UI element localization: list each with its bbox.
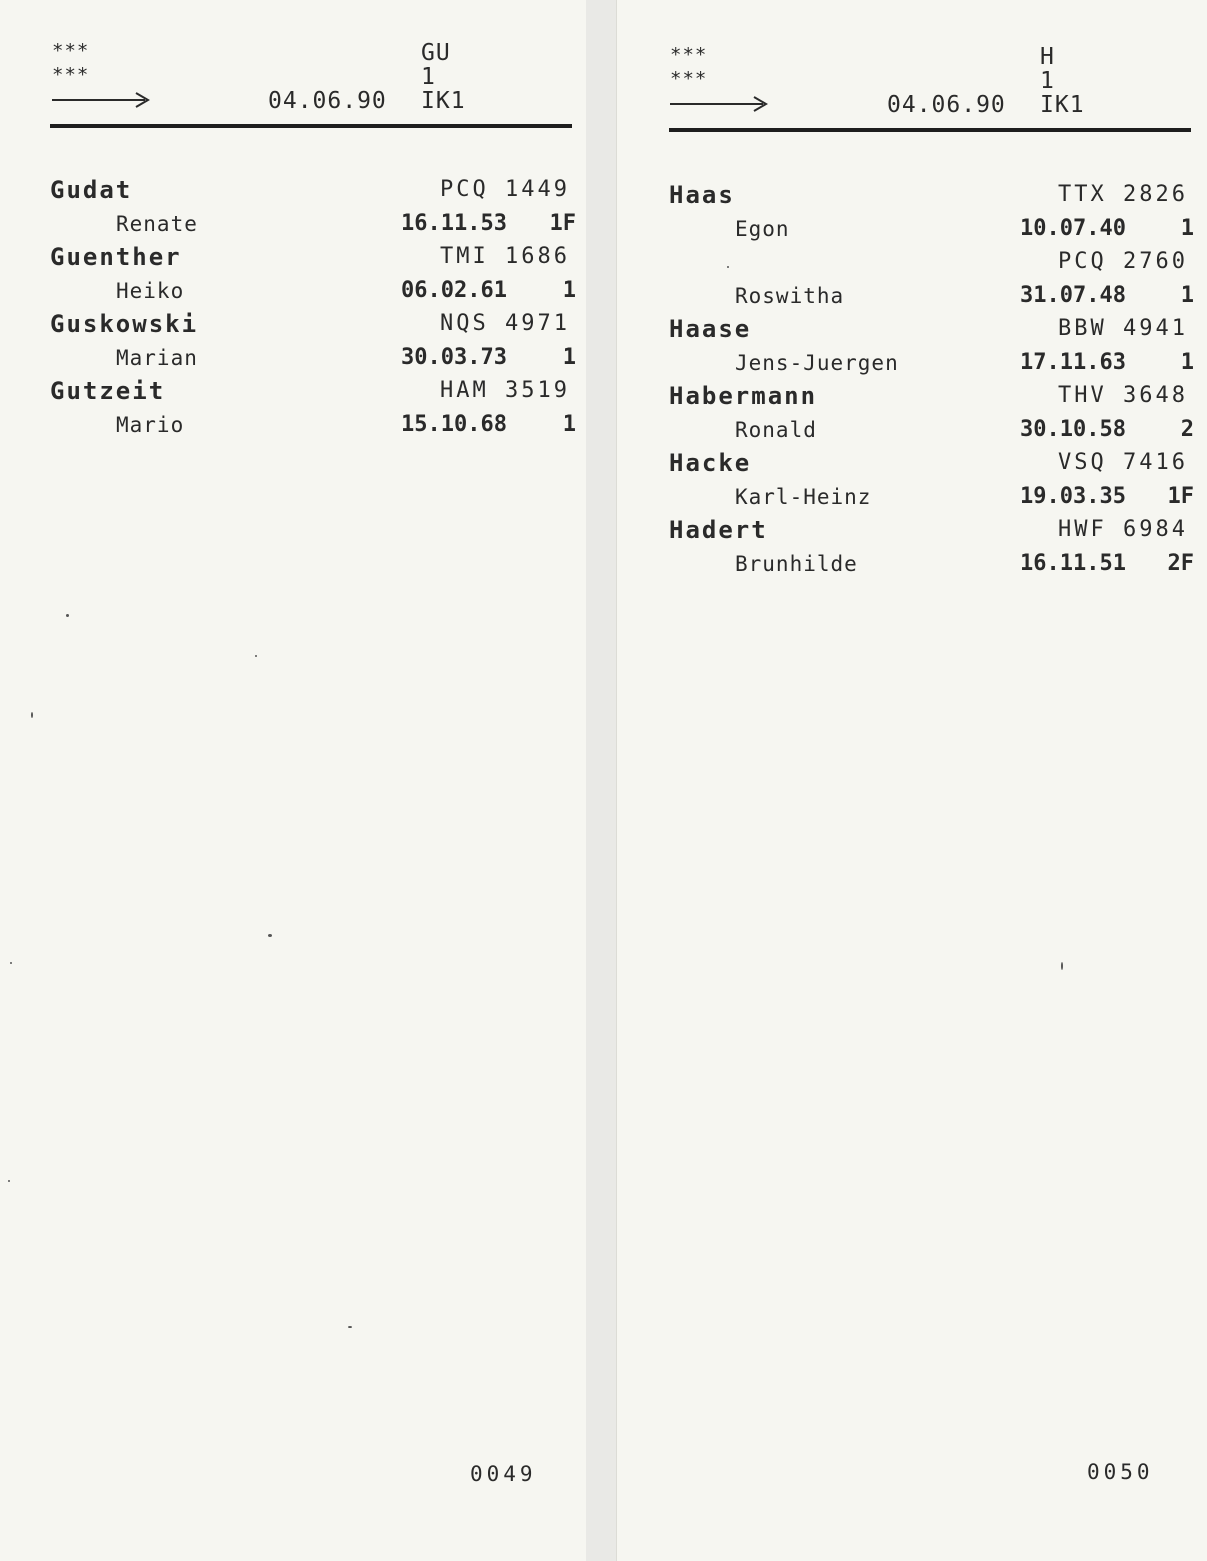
entry-birthdate: 17.11.63	[1020, 350, 1126, 375]
entry-surname: Gutzeit	[50, 377, 166, 405]
entry-birthdate: 31.07.48	[1020, 283, 1126, 308]
entry-firstname: Roswitha	[735, 284, 845, 308]
entry-surname: Haase	[669, 315, 752, 343]
entry-firstname: Mario	[116, 413, 185, 437]
entry-birthdate: 19.03.35	[1020, 484, 1126, 509]
printout-sheet-left	[0, 0, 586, 1561]
page-number: 0049	[470, 1462, 537, 1486]
entry-plate: NQS 4971	[440, 311, 570, 336]
entry-firstname: Brunhilde	[735, 552, 858, 576]
entry-birthdate: 16.11.51	[1020, 551, 1126, 576]
entry-firstname: Renate	[116, 212, 198, 236]
entry-birthdate: 10.07.40	[1020, 216, 1126, 241]
entry-plate: VSQ 7416	[1058, 450, 1188, 475]
entry-surname: Guskowski	[50, 310, 199, 338]
entry-plate: HAM 3519	[440, 378, 570, 403]
entry-firstname: Ronald	[735, 418, 817, 442]
header-code: IK1	[421, 88, 466, 114]
entry-surname: Guenther	[50, 243, 182, 271]
header-date: 04.06.90	[887, 92, 1006, 118]
arrow-icon	[50, 90, 155, 110]
header-stars-1: ***	[52, 40, 90, 62]
entry-firstname: Egon	[735, 217, 790, 241]
header-letter: GU	[421, 40, 451, 66]
entry-flag: 1	[1180, 283, 1194, 308]
entry-birthdate: 06.02.61	[401, 278, 507, 303]
entry-flag: 1	[1180, 216, 1194, 241]
header-stars-1: ***	[670, 44, 708, 66]
entry-flag: 2	[1180, 417, 1194, 442]
page-number: 0050	[1087, 1460, 1154, 1484]
header-number: 1	[1040, 68, 1055, 94]
entry-birthdate: 30.10.58	[1020, 417, 1126, 442]
entry-flag: 1	[562, 412, 576, 437]
header-rule	[669, 128, 1191, 132]
entry-plate: TMI 1686	[440, 244, 570, 269]
entry-birthdate: 16.11.53	[401, 211, 507, 236]
entry-flag: 2F	[1167, 551, 1194, 576]
entry-birthdate: 15.10.68	[401, 412, 507, 437]
entry-plate: BBW 4941	[1058, 316, 1188, 341]
entry-plate: THV 3648	[1058, 383, 1188, 408]
entry-surname: Hadert	[669, 516, 768, 544]
entry-surname: Hacke	[669, 449, 752, 477]
entry-firstname: Jens-Juergen	[735, 351, 899, 375]
entry-firstname: Heiko	[116, 279, 185, 303]
header-stars-2: ***	[670, 68, 708, 90]
entry-plate: HWF 6984	[1058, 517, 1188, 542]
header-date: 04.06.90	[268, 88, 387, 114]
entry-flag: 1F	[549, 211, 576, 236]
entry-firstname: Marian	[116, 346, 198, 370]
entry-surname: Habermann	[669, 382, 818, 410]
entry-flag: 1F	[1167, 484, 1194, 509]
entry-flag: 1	[562, 278, 576, 303]
entry-flag: 1	[562, 345, 576, 370]
header-letter: H	[1040, 44, 1055, 70]
header-rule	[50, 124, 572, 128]
entry-plate: PCQ 1449	[440, 177, 570, 202]
entry-flag: 1	[1180, 350, 1194, 375]
header-code: IK1	[1040, 92, 1085, 118]
entry-firstname: Karl-Heinz	[735, 485, 872, 509]
entry-surname: Haas	[669, 181, 735, 209]
printout-sheet-right	[616, 0, 1207, 1561]
entry-plate: TTX 2826	[1058, 182, 1188, 207]
entry-surname: Gudat	[50, 176, 133, 204]
header-stars-2: ***	[52, 64, 90, 86]
entry-birthdate: 30.03.73	[401, 345, 507, 370]
header-number: 1	[421, 64, 436, 90]
entry-plate: PCQ 2760	[1058, 249, 1188, 274]
arrow-icon	[668, 94, 773, 114]
